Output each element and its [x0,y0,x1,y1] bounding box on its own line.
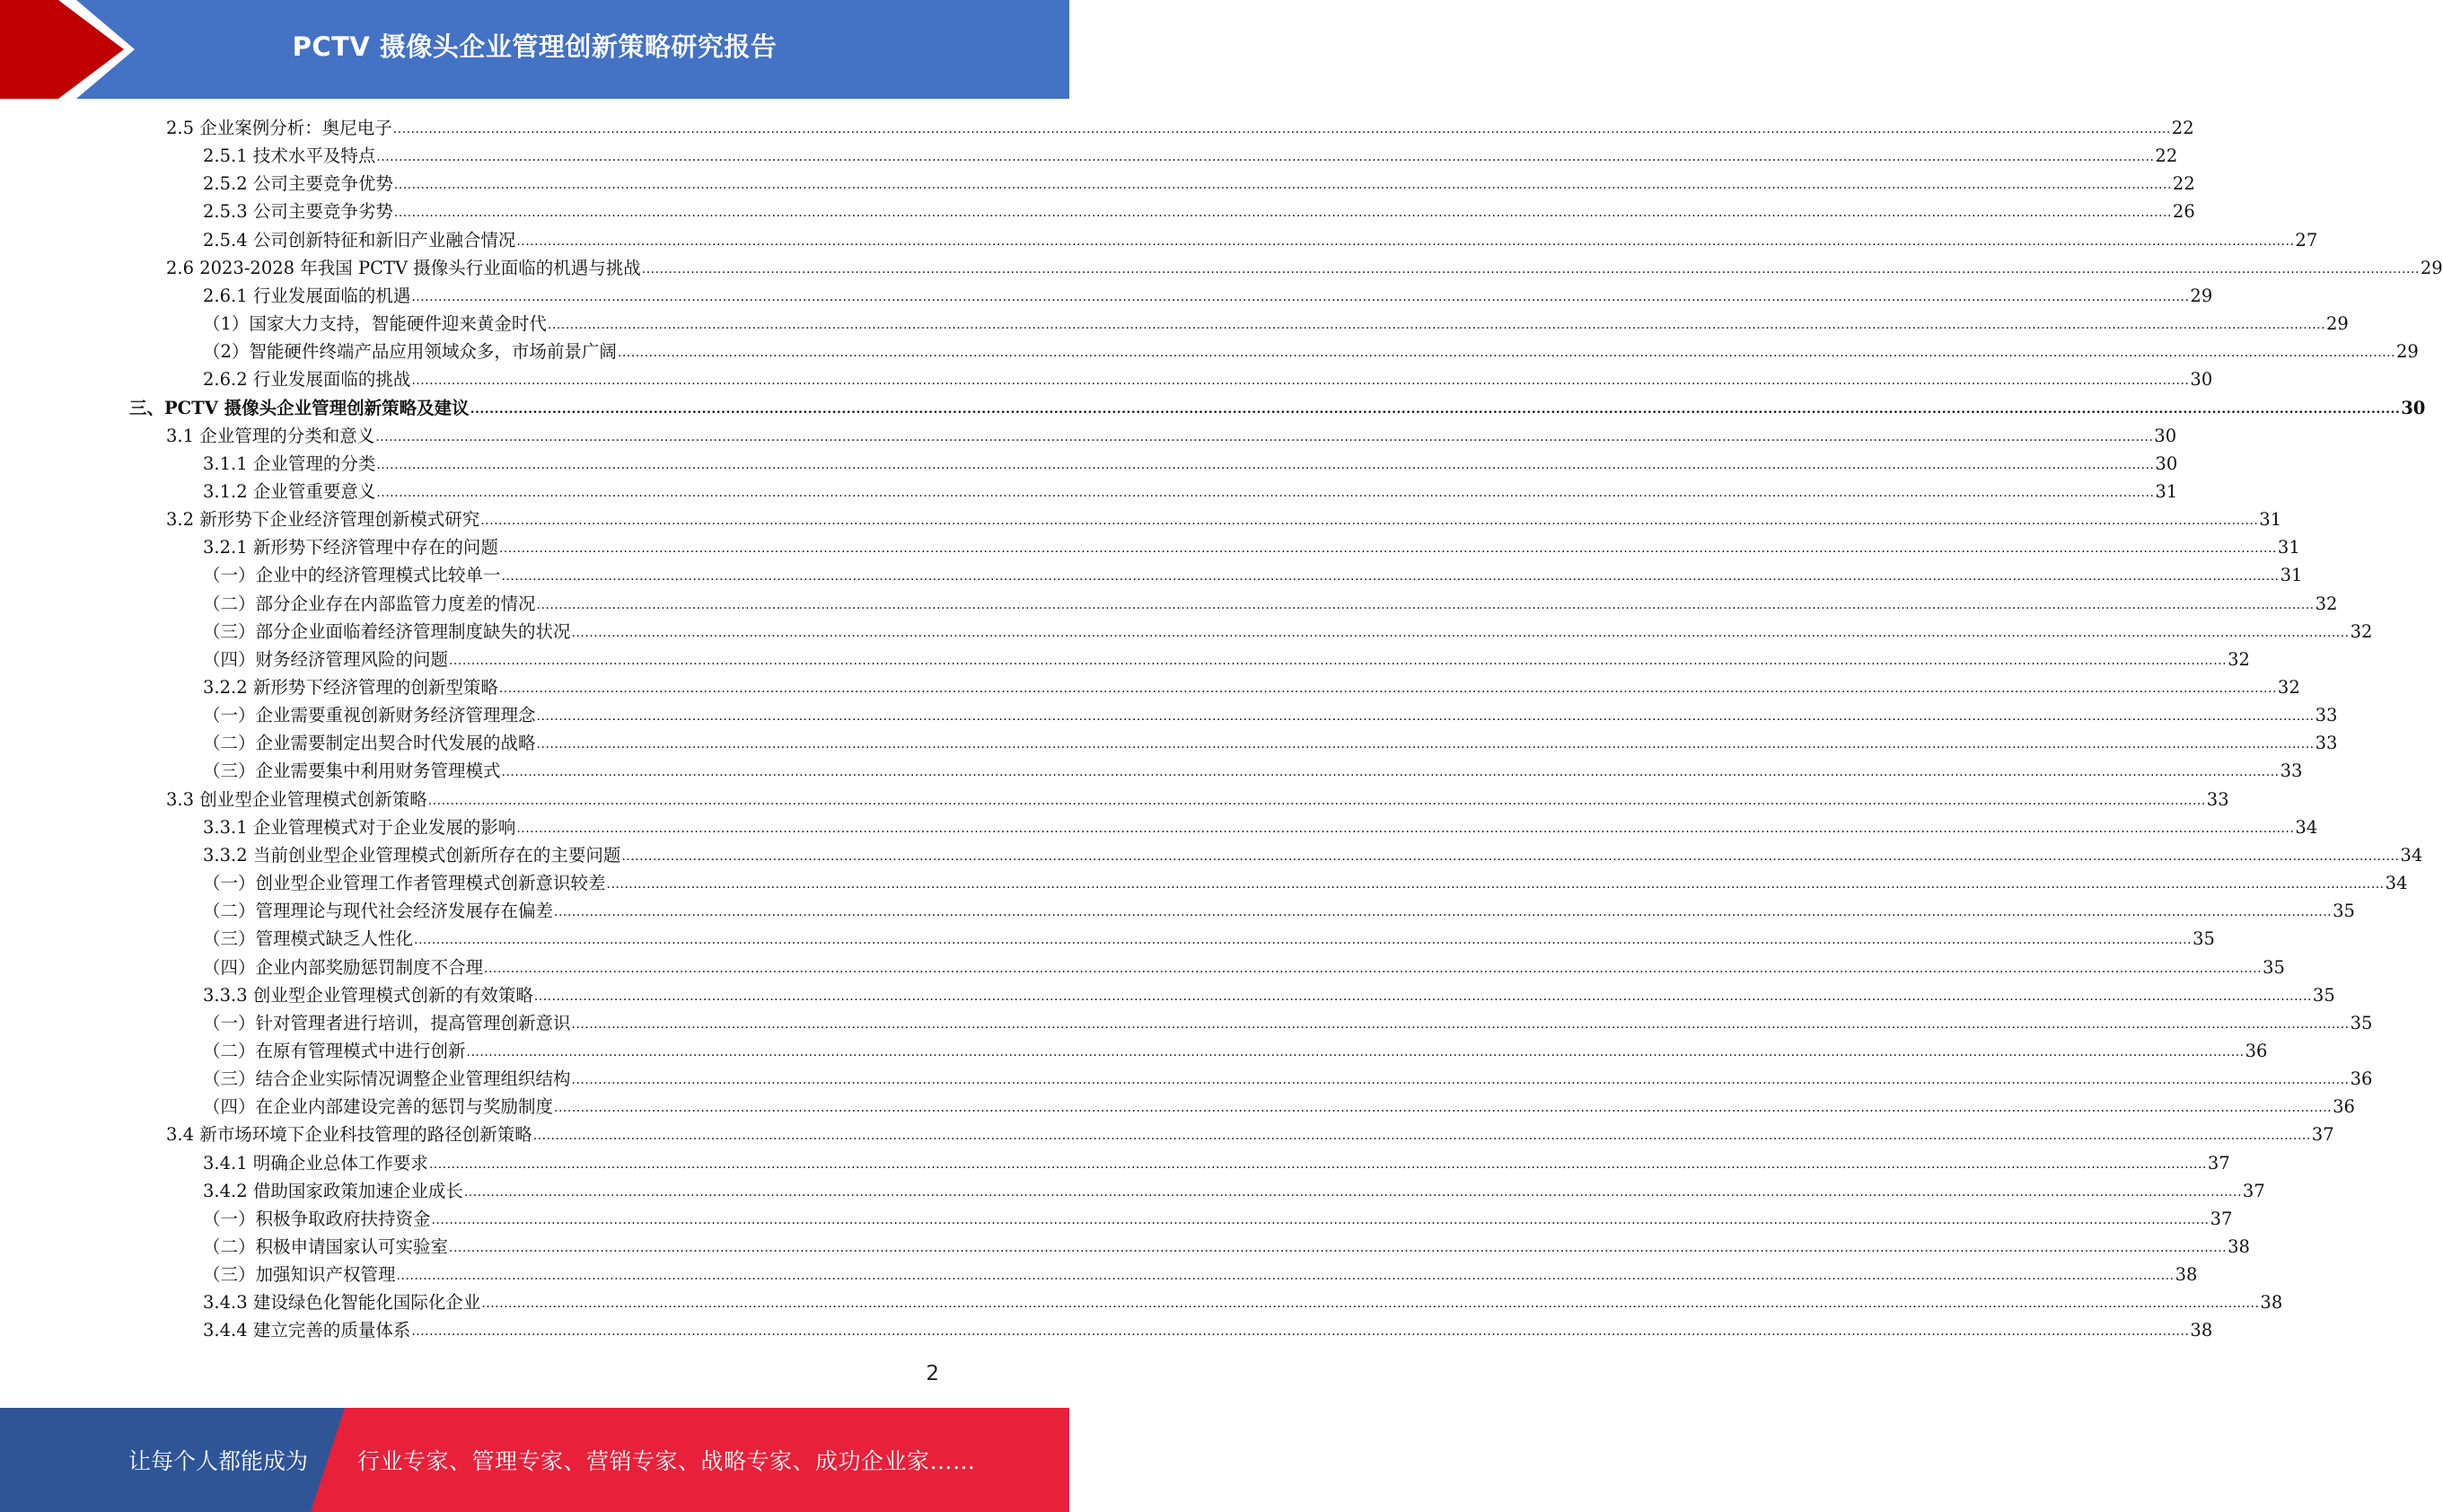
toc-entry-label: （三）企业需要集中利用财务管理模式 [203,760,501,782]
toc-leader-dots: ................................................................................................................................................................................................................................................................................................................................................................................................................ [427,793,2206,808]
toc-entry[interactable] [166,423,2177,450]
toc-entry-page: 37 [2207,1152,2230,1174]
toc-entry[interactable] [129,395,2426,422]
toc-entry-label: 2.6.2 行业发展面临的挑战 [203,369,411,391]
toc-entry[interactable] [203,198,2195,225]
toc-entry[interactable] [203,562,2303,589]
toc-entry[interactable] [203,619,2373,646]
header-title: PCTV 摄像头企业管理创新策略研究报告 [292,31,778,62]
page-number: 2 [926,1362,939,1385]
toc-entry-page: 37 [2242,1180,2265,1201]
toc-entry[interactable] [203,1261,2198,1288]
toc-entry-page: 31 [2277,537,2300,558]
toc-entry-page: 36 [2245,1040,2268,1061]
toc-entry-page: 35 [2193,928,2215,950]
toc-leader-dots: ................................................................................................................................................................................................................................................................................................................................................................................................................ [516,233,2295,249]
toc-entry[interactable] [166,1121,2334,1148]
toc-entry-label: 2.5.4 公司创新特征和新旧产业融合情况 [203,229,516,251]
toc-entry-label: （2）智能硬件终端产品应用领域众多，市场前景广阔 [203,341,617,363]
toc-leader-dots: ................................................................................................................................................................................................................................................................................................................................................................................................................ [554,905,2333,920]
toc-entry[interactable] [203,758,2303,785]
toc-leader-dots: ................................................................................................................................................................................................................................................................................................................................................................................................................ [411,374,2190,389]
toc-leader-dots: ................................................................................................................................................................................................................................................................................................................................................................................................................ [466,1044,2245,1059]
toc-entry-page: 38 [2260,1292,2283,1314]
toc-leader-dots: ................................................................................................................................................................................................................................................................................................................................................................................................................ [392,122,2171,136]
page-footer [0,1408,1069,1512]
toc-entry-label: 2.5.3 公司主要竞争劣势 [203,201,393,223]
toc-entry-label: （一）积极争取政府扶持资金 [203,1208,431,1229]
toc-leader-dots: ................................................................................................................................................................................................................................................................................................................................................................................................................ [571,1073,2350,1088]
toc-leader-dots: ................................................................................................................................................................................................................................................................................................................................................................................................................ [481,1297,2260,1312]
toc-entry-label: 3.4.2 借助国家政策加速企业成长 [203,1180,463,1201]
toc-entry[interactable] [203,1206,2233,1233]
toc-leader-dots: ................................................................................................................................................................................................................................................................................................................................................................................................................ [621,848,2400,864]
toc-entry[interactable] [203,646,2250,673]
toc-leader-dots: ................................................................................................................................................................................................................................................................................................................................................................................................................ [414,933,2193,948]
toc-entry-label: 2.5.1 技术水平及特点 [203,145,376,167]
toc-leader-dots: ................................................................................................................................................................................................................................................................................................................................................................................................................ [498,541,2277,557]
toc-entry-label: （二）积极申请国家认可实验室 [203,1236,449,1257]
footer-slogan-left: 让每个人都能成为 [128,1448,309,1474]
toc-entry[interactable] [203,1038,2268,1065]
toc-leader-dots: ................................................................................................................................................................................................................................................................................................................................................................................................................ [501,569,2280,585]
toc-entry-label: 3.3 创业型企业管理模式创新策略 [166,788,427,810]
toc-entry-label: （三）部分企业面临着经济管理制度缺失的状况 [203,620,571,642]
toc-entry[interactable] [203,1234,2250,1261]
toc-entry-page: 35 [2263,956,2285,978]
toc-leader-dots: ................................................................................................................................................................................................................................................................................................................................................................................................................ [411,289,2190,304]
toc-entry-page: 22 [2155,145,2178,167]
toc-entry[interactable] [203,366,2213,393]
toc-entry[interactable] [203,311,2349,338]
toc-leader-dots: ................................................................................................................................................................................................................................................................................................................................................................................................................ [532,1129,2311,1144]
toc-leader-dots: ................................................................................................................................................................................................................................................................................................................................................................................................................ [393,206,2172,221]
toc-entry-page: 30 [2155,453,2178,474]
toc-entry[interactable] [166,255,2443,282]
toc-entry-page: 34 [2400,844,2423,866]
toc-leader-dots: ................................................................................................................................................................................................................................................................................................................................................................................................................ [411,1324,2190,1340]
toc-leader-dots: ................................................................................................................................................................................................................................................................................................................................................................................................................ [547,318,2325,333]
toc-leader-dots: ................................................................................................................................................................................................................................................................................................................................................................................................................ [375,429,2154,444]
toc-entry[interactable] [203,842,2423,869]
toc-entry[interactable] [203,926,2215,953]
toc-entry-page: 31 [2259,509,2282,531]
toc-entry[interactable] [203,1289,2283,1316]
toc-entry[interactable] [203,1150,2230,1177]
toc-leader-dots: ................................................................................................................................................................................................................................................................................................................................................................................................................ [536,737,2315,752]
toc-leader-dots: ................................................................................................................................................................................................................................................................................................................................................................................................................ [396,1269,2175,1284]
toc-entry[interactable] [203,1178,2265,1205]
toc-entry-label: 3.1.1 企业管理的分类 [203,453,376,474]
toc-entry[interactable] [203,283,2213,310]
toc-entry-page: 34 [2385,873,2408,894]
toc-entry[interactable] [203,898,2355,925]
toc-entry-label: 3.4 新市场环境下企业科技管理的路径创新策略 [166,1124,532,1146]
toc-entry-label: 3.2.1 新形势下经济管理中存在的问题 [203,537,498,558]
toc-entry-label: （二）企业需要制定出契合时代发展的战略 [203,733,536,754]
toc-leader-dots: ................................................................................................................................................................................................................................................................................................................................................................................................................ [571,625,2350,640]
toc-entry-page: 30 [2401,397,2426,418]
toc-entry-page: 30 [2154,425,2177,446]
toc-entry-page: 22 [2171,118,2194,138]
toc-entry-page: 32 [2277,677,2300,698]
toc-entry[interactable] [203,870,2408,897]
toc-entry[interactable] [166,115,2194,142]
toc-entry-page: 32 [2315,593,2338,614]
toc-entry[interactable] [203,171,2195,198]
toc-entry-label: 3.4.1 明确企业总体工作要求 [203,1152,428,1174]
toc-entry-label: 3.4.4 建立完善的质量体系 [203,1320,411,1341]
toc-entry-page: 37 [2311,1124,2334,1146]
toc-entry-page: 33 [2280,760,2303,782]
toc-leader-dots: ................................................................................................................................................................................................................................................................................................................................................................................................................ [376,150,2155,165]
toc-leader-dots: ................................................................................................................................................................................................................................................................................................................................................................................................................ [606,877,2385,892]
toc-entry[interactable] [203,479,2178,505]
toc-entry-label: 2.5 企业案例分析：奥尼电子 [166,118,392,138]
toc-entry-page: 31 [2280,565,2303,586]
toc-entry-page: 31 [2155,480,2178,502]
toc-entry-page: 36 [2333,1096,2355,1118]
toc-entry[interactable] [203,338,2419,365]
toc-leader-dots: ................................................................................................................................................................................................................................................................................................................................................................................................................ [554,1101,2333,1116]
toc-leader-dots: ................................................................................................................................................................................................................................................................................................................................................................................................................ [536,597,2315,612]
toc-entry[interactable] [203,814,2318,841]
toc-entry[interactable] [203,954,2285,981]
toc-leader-dots: ................................................................................................................................................................................................................................................................................................................................................................................................................ [449,653,2228,668]
toc-entry[interactable] [203,1317,2213,1344]
toc-entry-page: 34 [2295,816,2318,838]
toc-entry[interactable] [203,702,2338,729]
toc-entry-page: 32 [2350,620,2373,642]
toc-entry-label: 2.6 2023-2028 年我国 PCTV 摄像头行业面临的机遇与挑战 [166,257,641,278]
toc-entry-label: 3.1.2 企业管重要意义 [203,480,376,502]
toc-entry-page: 33 [2315,705,2338,726]
toc-entry[interactable] [203,451,2178,478]
toc-leader-dots: ................................................................................................................................................................................................................................................................................................................................................................................................................ [533,989,2312,1004]
toc-leader-dots: ................................................................................................................................................................................................................................................................................................................................................................................................................ [463,1184,2242,1200]
toc-entry[interactable] [166,787,2229,813]
toc-entry-label: （三）管理模式缺乏人性化 [203,928,414,950]
footer-slogan-right: 行业专家、管理专家、营销专家、战略专家、成功企业家…… [357,1448,976,1474]
toc-entry-label: 3.3.1 企业管理模式对于企业发展的影响 [203,816,516,838]
toc-entry-label: 2.6.1 行业发展面临的机遇 [203,285,411,306]
toc-leader-dots: ................................................................................................................................................................................................................................................................................................................................................................................................................ [376,457,2155,472]
toc-entry[interactable] [166,506,2282,533]
toc-entry-label: 3.3.3 创业型企业管理模式创新的有效策略 [203,984,533,1006]
toc-entry-label: 3.4.3 建设绿色化智能化国际化企业 [203,1292,481,1314]
toc-entry[interactable] [203,1010,2373,1037]
toc-entry-label: 3.2 新形势下企业经济管理创新模式研究 [166,509,480,531]
toc-leader-dots: ................................................................................................................................................................................................................................................................................................................................................................................................................ [498,681,2277,696]
toc-entry-page: 36 [2350,1068,2373,1090]
toc-entry-page: 29 [2420,257,2443,278]
toc-entry-page: 29 [2396,341,2419,363]
page-header [0,0,1069,99]
toc-entry-label: （二）部分企业存在内部监管力度差的情况 [203,593,536,614]
toc-entry-page: 30 [2190,369,2213,391]
toc-entry-label: 3.3.2 当前创业型企业管理模式创新所存在的主要问题 [203,844,621,866]
toc-entry-page: 29 [2190,285,2213,306]
toc-entry-label: （二）管理理论与现代社会经济发展存在偏差 [203,901,554,922]
toc-entry[interactable] [203,674,2300,701]
toc-leader-dots: ................................................................................................................................................................................................................................................................................................................................................................................................................ [470,401,2401,417]
toc-leader-dots: ................................................................................................................................................................................................................................................................................................................................................................................................................ [449,1241,2228,1255]
toc-leader-dots: ................................................................................................................................................................................................................................................................................................................................................................................................................ [393,178,2172,193]
toc-entry-label: （四）企业内部奖励惩罚制度不合理 [203,956,484,978]
toc-entry-label: （四）财务经济管理风险的问题 [203,648,449,670]
toc-entry-page: 35 [2350,1012,2373,1033]
toc-entry-page: 29 [2326,313,2349,335]
toc-entry-page: 38 [2190,1320,2213,1341]
toc-leader-dots: ................................................................................................................................................................................................................................................................................................................................................................................................................ [617,346,2395,361]
toc-leader-dots: ................................................................................................................................................................................................................................................................................................................................................................................................................ [431,1212,2210,1227]
toc-entry-label: （三）结合企业实际情况调整企业管理组织结构 [203,1068,571,1090]
toc-entry-page: 38 [2228,1236,2250,1257]
toc-leader-dots: ................................................................................................................................................................................................................................................................................................................................................................................................................ [536,709,2315,725]
toc-entry-page: 35 [2312,984,2335,1006]
toc-entry-label: （一）创业型企业管理工作者管理模式创新意识较差 [203,873,606,894]
toc-entry-page: 33 [2206,788,2229,810]
toc-entry-page: 22 [2172,173,2195,195]
toc-entry[interactable] [203,1094,2355,1121]
toc-entry-page: 33 [2315,733,2338,754]
toc-entry[interactable] [203,730,2338,757]
toc-entry-label: （一）企业需要重视创新财务经济管理理念 [203,705,536,726]
toc-leader-dots: ................................................................................................................................................................................................................................................................................................................................................................................................................ [428,1156,2207,1172]
header-arrow-icon [0,0,135,99]
toc-entry-page: 32 [2228,648,2250,670]
toc-entry[interactable] [203,227,2318,254]
toc-entry-page: 37 [2210,1208,2233,1229]
toc-entry-label: （二）在原有管理模式中进行创新 [203,1040,466,1061]
toc-entry[interactable] [203,591,2338,618]
toc-entry-label: 3.1 企业管理的分类和意义 [166,425,375,446]
toc-entry-page: 35 [2333,901,2355,922]
toc-leader-dots: ................................................................................................................................................................................................................................................................................................................................................................................................................ [516,821,2295,836]
toc-entry-label: （三）加强知识产权管理 [203,1264,396,1286]
toc-entry-page: 27 [2295,229,2318,251]
toc-entry-label: （1）国家大力支持，智能硬件迎来黄金时代 [203,313,547,335]
toc-entry[interactable] [203,534,2300,561]
toc-entry[interactable] [203,1066,2373,1093]
toc-entry-page: 26 [2172,201,2195,223]
toc-entry-label: （一）针对管理者进行培训，提高管理创新意识 [203,1012,571,1033]
toc-leader-dots: ................................................................................................................................................................................................................................................................................................................................................................................................................ [641,261,2420,277]
toc-leader-dots: ................................................................................................................................................................................................................................................................................................................................................................................................................ [376,485,2155,500]
toc-entry[interactable] [203,143,2178,170]
toc-entry-page: 38 [2175,1264,2198,1286]
toc-leader-dots: ................................................................................................................................................................................................................................................................................................................................................................................................................ [501,765,2280,780]
toc-entry-label: 三、PCTV 摄像头企业管理创新策略及建议 [129,397,470,418]
toc-entry-label: （四）在企业内部建设完善的惩罚与奖励制度 [203,1096,554,1118]
toc-entry-label: 3.2.2 新形势下经济管理的创新型策略 [203,677,498,698]
toc-entry-label: 2.5.2 公司主要竞争优势 [203,173,393,195]
toc-leader-dots: ................................................................................................................................................................................................................................................................................................................................................................................................................ [480,514,2259,529]
toc-entry-label: （一）企业中的经济管理模式比较单一 [203,565,501,586]
toc-entry[interactable] [203,982,2335,1009]
toc-leader-dots: ................................................................................................................................................................................................................................................................................................................................................................................................................ [484,961,2263,976]
toc-leader-dots: ................................................................................................................................................................................................................................................................................................................................................................................................................ [571,1016,2350,1032]
